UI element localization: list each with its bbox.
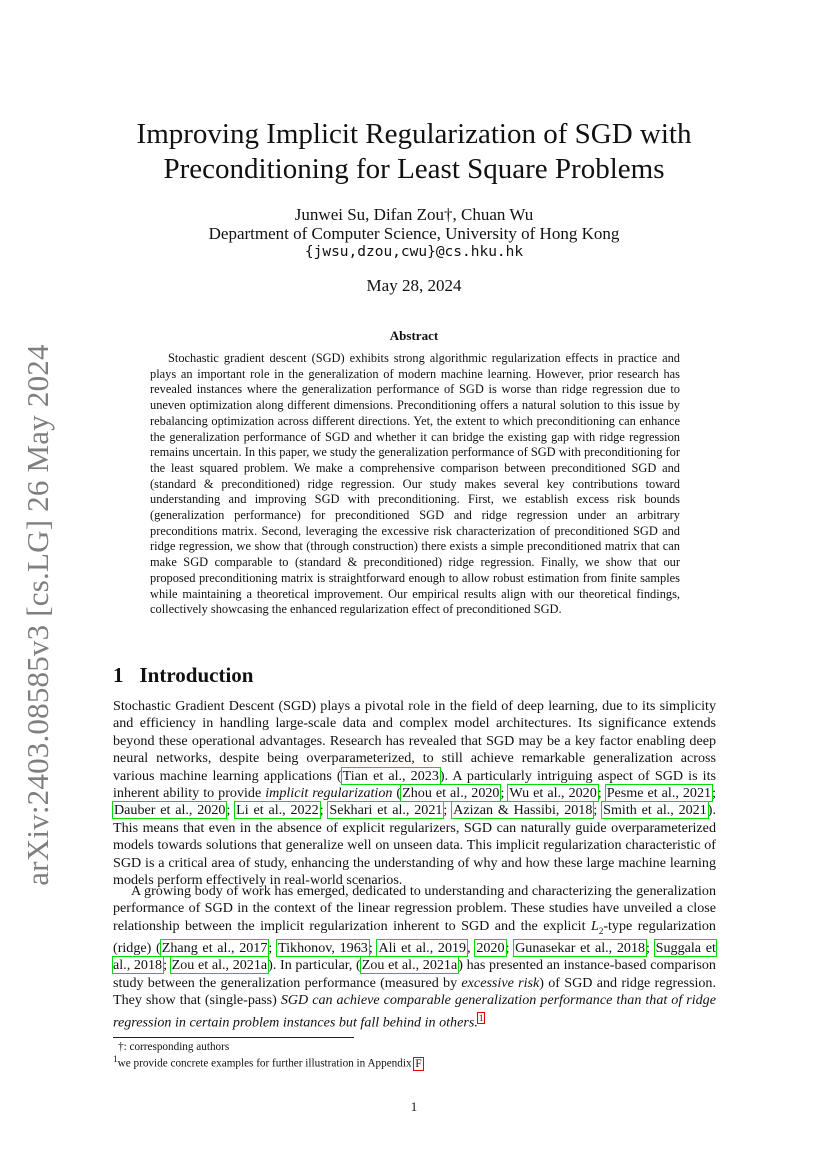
- text-run: ). A particularly intriguing aspect of SGD is its inherent ability to provide: [113, 767, 716, 802]
- citation-link[interactable]: Tian et al., 2023: [342, 767, 439, 784]
- title-line-1: Improving Implicit Regularization of SGD with: [136, 118, 692, 150]
- citation-link[interactable]: Smith et al., 2021: [603, 802, 707, 819]
- citation-link[interactable]: Zhou et al., 2020: [402, 785, 500, 802]
- citation-link[interactable]: 2020: [476, 940, 505, 957]
- paper-title: [120, 117, 708, 187]
- math-symbol: L: [590, 917, 599, 934]
- footnote-text: we provide concrete examples for further illustration in Appendix: [117, 1057, 415, 1070]
- appendix-link[interactable]: F: [415, 1057, 422, 1070]
- text-run: ) of SGD and ridge regression. They show that (single-pass): [113, 974, 716, 1009]
- authors: Junwei Su, Difan Zou†, Chuan Wu: [294, 205, 534, 224]
- title-line-2: Preconditioning for Least Square Problems: [163, 153, 665, 185]
- citation-link[interactable]: Li et al., 2022: [236, 802, 319, 819]
- footnote-1: [113, 1053, 423, 1071]
- text-run: Stochastic Gradient Descent (SGD) plays a pivotal role in the field of deep learning, due to its simplicity and efficiency in handling large-scale data and complex model architectures. Its significance extends beyond these operational advantages. Research has revealed that SGD may be a key factor enabling deep neural networks, despite being overparameterized, to still achieve remarkable generalization across various machine learning applications (: [113, 698, 716, 784]
- citation-link[interactable]: Sekhari et al., 2021: [329, 802, 443, 819]
- intro-paragraph-1: Stochastic Gradient Descent (SGD) plays a pivotal role in the field of deep learning, due to its simplicity and efficiency in handling large-scale data and complex model architectures. Its significance extends beyond these operational advantages. Research has revealed that SGD may be a key factor enabling deep neural networks, despite being overparameterized, to still achieve remarkable generalization across various machine learning applications (Tian et al., 2023). A particularly intriguing aspect of SGD is its inherent ability to provide implicit regularization (Zhou et al., 2020; Wu et al., 2020; Pesme et al., 2021; Dauber et al., 2020; Li et al., 2022; Sekhari et al., 2021; Azizan & Hassibi, 2018; Smith et al., 2021). This means that even in the absence of explicit regularizers, SGD can naturally guide overparameterized models towards solutions that generalize well on unseen data. This implicit regularization characteristic of SGD is a critical area of study, enhancing the understanding of why and how these large machine learning models perform effectively in real-world scenarios.: [113, 698, 716, 889]
- footnote-number: 1: [113, 1055, 118, 1065]
- text-run: ). In particular, (: [268, 957, 361, 974]
- footnote-marker-link[interactable]: 1: [478, 1012, 484, 1023]
- author-email: {jwsu,dzou,cwu}@cs.hku.hk: [304, 244, 524, 260]
- emphasis-text: implicit regularization: [265, 785, 393, 802]
- citation-link[interactable]: Suggala et al., 2018: [113, 940, 716, 974]
- citation-link[interactable]: Tikhonov, 1963: [278, 940, 368, 957]
- footnote-corresponding: †: corresponding authors: [118, 1041, 230, 1053]
- math-subscript: 2: [598, 925, 604, 936]
- emphasis-text: SGD can achieve comparable generalization performance than that of ridge regression in certain problem instances but fall behind in others.: [113, 992, 716, 1031]
- citation-link[interactable]: Zou et al., 2021a: [361, 957, 458, 974]
- arxiv-stamp-text: arXiv:2403.08585v3 [cs.LG] 26 May 2024: [20, 344, 55, 886]
- citation-link[interactable]: Zhang et al., 2017: [161, 940, 268, 957]
- section-number: 1: [113, 663, 124, 687]
- section-title: Introduction: [139, 663, 254, 687]
- text-run: A growing body of work has emerged, dedicated to understanding and characterizing the generalization performance of SGD in the context of the linear regression problem. These studies have unveiled a close relationship between the implicit regularization inherent to SGD and the explicit: [113, 883, 716, 934]
- paper-date: May 28, 2024: [366, 276, 462, 295]
- citation-link[interactable]: Wu et al., 2020: [509, 785, 597, 802]
- text-run: -type regularization (ridge) (: [113, 917, 716, 957]
- citation-link[interactable]: Zou et al., 2021a: [171, 957, 268, 974]
- citation-link[interactable]: Dauber et al., 2020: [114, 802, 226, 819]
- text-run: ) has presented an instance-based comparison study between the generalization performance (measured by: [113, 957, 716, 991]
- text-run: ). This means that even in the absence of explicit regularizers, SGD can naturally guide overparameterized models towards solutions that generalize well on unseen data. This implicit regularization characteristic of SGD is a critical area of study, enhancing the understanding of why and how these large machine learning models perform effectively in real-world scenarios.: [113, 802, 716, 889]
- footnote-divider: [113, 1037, 354, 1038]
- page-number: 1: [410, 1099, 418, 1114]
- arxiv-stamp: [18, 344, 58, 886]
- section-heading: [113, 663, 253, 688]
- citation-link[interactable]: Ali et al., 2019: [378, 940, 467, 957]
- intro-paragraph-2: A growing body of work has emerged, dedicated to understanding and characterizing the generalization performance of SGD in the context of the linear regression problem. These studies have unveiled a close relationship between the implicit regularization inherent to SGD and the explicit $L_2$-type regularization (ridge) (Zhang et al., 2017; Tikhonov, 1963; Ali et al., 2019, 2020; Gunasekar et al., 2018; Suggala et al., 2018; Zou et al., 2021a). In particular, (Zou et al., 2021a) has presented an instance-based comparison study between the generalization performance (measured by excessive risk) of SGD and ridge regression. They show that (single-pass) SGD can achieve comparable generalization performance than that of ridge regression in certain problem instances but fall behind in others.$^1$: [113, 883, 716, 1031]
- affiliation: Department of Computer Science, University of Hong Kong: [208, 224, 620, 243]
- citation-link[interactable]: Gunasekar et al., 2018: [515, 940, 646, 957]
- abstract-heading: Abstract: [389, 328, 439, 343]
- citation-link[interactable]: Pesme et al., 2021: [606, 785, 712, 802]
- abstract-text: Stochastic gradient descent (SGD) exhibits strong algorithmic regularization effects in practice and plays an important role in the generalization of modern machine learning. However, prior research has revealed instances where the generalization performance of SGD is worse than ridge regression due to uneven optimization along different dimensions. Preconditioning offers a natural solution to this issue by rebalancing optimization across different directions. Yet, the extent to which preconditioning can enhance the generalization performance of SGD and whether it can bridge the existing gap with ridge regression remains uncertain. In this paper, we study the generalization performance of SGD with preconditioning for the least squared problem. We make a comprehensive comparison between preconditioned SGD and (standard & preconditioned) ridge regression. Our study makes several key contributions toward understanding and improving SGD with preconditioning. First, we establish excess risk bounds (generalization performance) for preconditioned SGD and ridge regression under an arbitrary preconditions matrix. Second, leveraging the excessive risk characterization of preconditioned SGD and ridge regression, we show that (through construction) there exists a simple preconditioned matrix that can make SGD comparable to (standard & preconditioned) ridge regression. Finally, we show that our proposed preconditioning matrix is straightforward enough to allow robust estimation from finite samples while maintaining a theoretical improvement. Our empirical results align with our theoretical findings, collectively showcasing the enhanced regularization effect of preconditioned SGD.: [150, 351, 680, 617]
- text-run: (: [392, 785, 402, 802]
- citation-link[interactable]: Azizan & Hassibi, 2018: [453, 802, 593, 819]
- emphasis-text: excessive risk: [461, 974, 540, 991]
